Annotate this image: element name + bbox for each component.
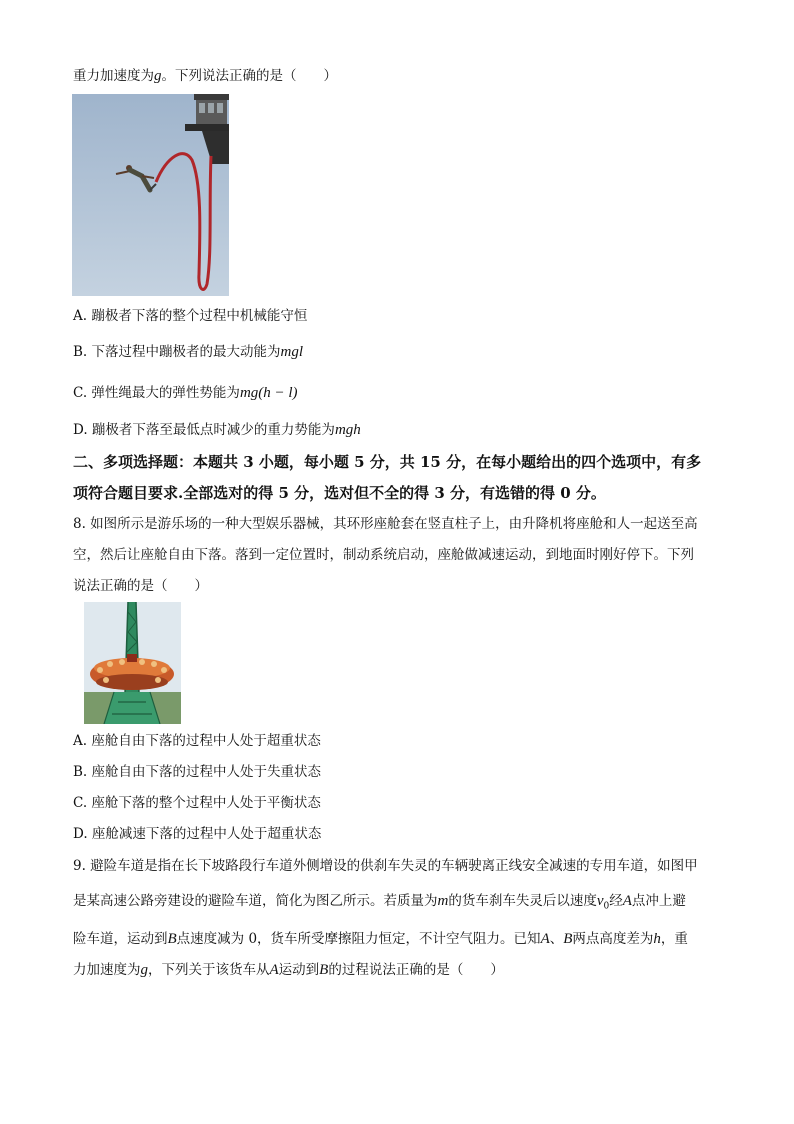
q7-option-c-text: C. 弹性绳最大的弹性势能为 — [73, 385, 240, 401]
q9-l4-b: ，下列关于该货车从 — [148, 962, 270, 978]
q7-option-d-formula: mgh — [334, 422, 361, 438]
q7-option-d — [73, 420, 361, 440]
q9-l2-v: v — [596, 893, 604, 909]
q8-stem-line1: 8. 如图所示是游乐场的一种大型娱乐器械，其环形座舱套在竖直柱子上，由升降机将座舱和人一起送至高 — [73, 516, 698, 532]
q9-l3-a: 险车道，运动到 — [73, 931, 168, 947]
q7-option-d-text: D. 蹦极者下落至最低点时减少的重力势能为 — [73, 422, 335, 438]
q7-option-b-text: B. 下落过程中蹦极者的最大动能为 — [73, 344, 281, 360]
section2-heading-line1: 二、多项选择题：本题共 3 小题，每小题 5 分，共 15 分，在每小题给出的四个选项中，有多 — [73, 453, 702, 471]
q9-l3-b: 点速度减为 0，货车所受摩擦阻力恒定，不计空气阻力。已知 — [176, 931, 541, 947]
q9-l3-A: A — [540, 931, 550, 947]
q8-option-d: D. 座舱减速下落的过程中人处于超重状态 — [73, 826, 322, 842]
q8-option-b: B. 座舱自由下落的过程中人处于失重状态 — [73, 764, 322, 780]
q7-option-b-formula: mgl — [280, 344, 304, 360]
q9-l2-sub: 0 — [603, 901, 610, 912]
q9-l2-m: m — [437, 893, 449, 909]
q9-l3-c: 、 — [549, 931, 564, 947]
q9-l4-A: A — [269, 962, 279, 978]
q7-option-c-formula: mg(h − l) — [239, 385, 298, 401]
q9-l3-h: h — [653, 931, 661, 947]
q8-stem-line3: 说法正确的是（ ） — [73, 578, 208, 594]
q8-option-c: C. 座舱下落的整个过程中人处于平衡状态 — [73, 795, 321, 811]
q9-l2-b: 的货车刹车失灵后以速度 — [448, 893, 597, 909]
q9-l4-B: B — [319, 962, 329, 978]
q7-stem-suffix: 。下列说法正确的是（ ） — [161, 68, 337, 84]
q8-option-a: A. 座舱自由下落的过程中人处于超重状态 — [73, 733, 321, 749]
q9-l3-e: ，重 — [660, 931, 688, 947]
q9-l4-c: 运动到 — [278, 962, 320, 978]
q9-stem-line4 — [73, 960, 504, 980]
q9-l4-g: g — [140, 962, 148, 978]
drop-tower-illustration — [84, 602, 181, 724]
q9-l4-a: 力加速度为 — [73, 962, 141, 978]
drop-tower-photo — [84, 602, 181, 724]
q7-stem-prefix: 重力加速度为 — [73, 68, 154, 84]
bungee-jump-illustration — [72, 94, 229, 296]
q9-l3-d: 两点高度差为 — [572, 931, 654, 947]
q9-l2-a: 是某高速公路旁建设的避险车道，简化为图乙所示。若质量为 — [73, 893, 438, 909]
q7-option-a: A. 蹦极者下落的整个过程中机械能守恒 — [73, 308, 308, 324]
q9-l3-B: B — [167, 931, 177, 947]
q9-l4-d: 的过程说法正确的是（ ） — [328, 962, 504, 978]
q9-l2-c: 经 — [609, 893, 623, 909]
q7-stem-var: g — [154, 68, 162, 84]
bungee-jump-photo — [72, 94, 229, 296]
q8-stem-line2: 空，然后让座舱自由下落。落到一定位置时，制动系统启动，座舱做减速运动，到地面时刚好停下。下列 — [73, 547, 694, 563]
q9-l2-A: A — [622, 893, 632, 909]
q7-stem — [73, 66, 337, 86]
q7-option-c — [73, 383, 298, 403]
q9-stem-line1: 9. 避险车道是指在长下坡路段行车道外侧增设的供刹车失灵的车辆驶离正线安全减速的专用车道，如图甲 — [73, 858, 698, 874]
q9-stem-line3 — [73, 929, 688, 949]
q9-l3-B2: B — [563, 931, 573, 947]
q9-stem-line2 — [73, 891, 686, 917]
q7-option-b — [73, 342, 303, 362]
section2-heading-line2: 项符合题目要求.全部选对的得 5 分，选对但不全的得 3 分，有选错的得 0 分。 — [73, 484, 606, 502]
q9-l2-d: 点冲上避 — [631, 893, 686, 909]
